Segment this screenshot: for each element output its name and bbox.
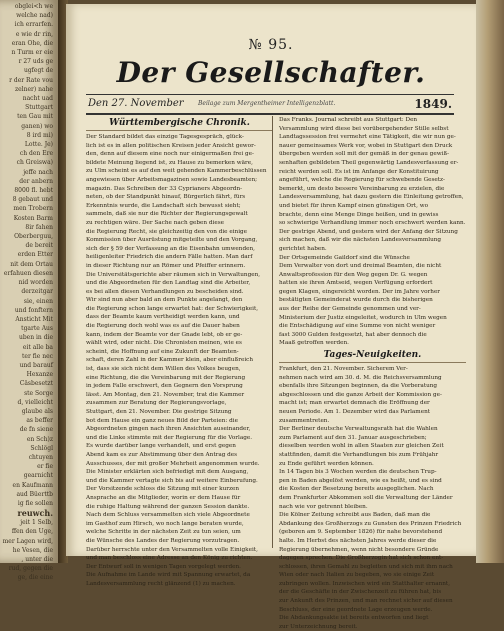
text-line: senhaften gebildeten Theil gegenwärtig Landesverfassung er-	[279, 159, 459, 166]
text-line: Nach dem Schluss versammelten sich viele Abgeordnete	[86, 512, 250, 519]
text-line: Landesversammlung, hat dazu gestern die Einleitung getroffen,	[279, 194, 464, 201]
previous-page-line: obglei<h we	[14, 3, 53, 10]
text-line: Landesversammlung recht glänzend (1) zu machen.	[86, 580, 236, 587]
text-line: Darüber herrschte unter den Versammelten volle Einigkeit,	[86, 546, 258, 553]
text-line: zur Unterzeichnung bereit.	[279, 623, 358, 630]
text-line: bestätigten Gemeinderat wurde durch die bisherigen	[279, 297, 433, 304]
text-line: gerichtet haben.	[279, 245, 327, 252]
text-line: hatten sie ihren Amtseid, wegen Verfügung erfordert	[279, 280, 433, 287]
text-line: Versammlung wird diese bei vorübergehender Stille selbst	[279, 125, 449, 132]
previous-page-line: chtuyen	[28, 453, 53, 461]
text-line: Ministerium der Justiz eingeleitet, wodurch in Ulm wegen	[279, 314, 447, 321]
text-line: nehmen nach wird am 30. d. M. die Reichsversammlung	[279, 374, 442, 381]
newspaper-page	[66, 4, 476, 630]
text-line: zusammen zur Beratung der Regierungsvorlage,	[86, 400, 227, 407]
text-line: kann, indem der Beamte vor der Gnade lebt, ob er ge-	[86, 331, 243, 338]
previous-page-line: de bereit	[25, 242, 53, 250]
text-line: lässt. Am Montag, den 21. November, trat die Kammer	[86, 391, 245, 398]
previous-page-line: he Vesen, die	[12, 546, 53, 554]
previous-page-line: derzeitgar	[21, 288, 53, 296]
text-line: halte. Im Herbst des nächsten Jahres werde dieser die	[279, 537, 437, 544]
text-line: zubringen wollen. Inzwischen wird ein Statthalter ernannt,	[279, 580, 451, 587]
text-line: welche Schritte in der nächsten Zeit zu tun seien, um	[86, 529, 241, 536]
text-line: Regierung übernehmen, wenn nicht besondere Gründe	[279, 546, 439, 553]
previous-page-line: ch Greiswa)	[16, 159, 53, 167]
text-line: in dieser Richtung nur an Römer und Pfeiffer erinnern.	[86, 262, 246, 269]
text-line: zum Parlament auf den 31. Januar ausgeschrieben;	[279, 434, 427, 441]
previous-page-line: ste Sorge	[24, 389, 53, 397]
text-line: Landtagssession frei vermehrt eine Tätigkeit, die wir nun ge-	[279, 134, 456, 141]
text-line: Wir sind nun aber bald an dem Punkte angelangt, den	[86, 297, 243, 304]
text-line: nauer gemeinsames Werk vor, wobei in Stuttgart den Druck	[279, 142, 453, 149]
text-line: die Regierung doch wohl was es auf die Dauer haben	[86, 323, 240, 330]
right-column	[279, 116, 466, 631]
text-line: Abend kam es zur Abstimmung über den Antrag des	[86, 451, 238, 458]
text-line: In 14 Tagen bis 3 Wochen werden die deutschen Trup-	[279, 469, 437, 476]
text-line: Abdankung des Großherzogs zu Gunsten des Prinzen Friedrich	[279, 520, 462, 527]
text-line: sich der § 59 der Verfassung an die Eisenbahn umwenden,	[86, 245, 255, 252]
text-line: Maaß getroffen werden.	[279, 340, 349, 347]
text-line: scheint, die Hoffnung auf eine Zukunft der Beamten-	[86, 348, 239, 355]
previous-page-line: zelner) nahe	[14, 85, 53, 93]
text-line: schaft, deren Zahl in der Kammer klein, aber einflußreich	[86, 357, 254, 364]
previous-page-line: nit dem Ortau	[10, 260, 53, 268]
text-line: Stuttgart, den 21. November. Die gestrige Sitzung	[86, 409, 232, 415]
text-line: Der gestrige Abend, und gestern wird der Anfang der Sitzung	[279, 228, 458, 235]
text-line: Kommission über Ausrüstung mitgeteilte und den Vorgang,	[86, 237, 258, 244]
previous-page-line: ich errarfen.	[14, 21, 53, 29]
previous-page-line: Hexanze	[26, 371, 53, 379]
text-line: die Regierung Recht, sie gleichzeitig den von die einige	[86, 228, 248, 235]
previous-page-line: eran Ohe, die	[11, 39, 53, 47]
text-line: Ansprache an die Mitglieder, worin er dem Hause für	[86, 494, 241, 501]
text-line: Der Ortsgemeinde Gaildorf sind die Wünsche	[279, 254, 410, 261]
text-line: eine Richtung, die die Vereinbarung mit der Regierung	[86, 374, 246, 381]
text-line: lich ist es in allen politischen Kreisen jeder Ansicht gewor-	[86, 142, 256, 149]
text-line: Die Aufnahme im Lande wird mit Spannung erwartet, da	[86, 572, 251, 579]
previous-page-line: r 27 uds ge	[18, 58, 53, 66]
text-line: wählt wird, oder nicht. Die Chronisten meinen, wie es	[86, 340, 242, 347]
previous-page-line: Schlögl	[30, 444, 53, 452]
previous-page-line: jeffe nach	[23, 168, 53, 176]
text-line: Das Franks. Journal schreibt aus Stuttgart: Den	[279, 117, 418, 123]
previous-page-line: men Trobern	[13, 205, 53, 213]
text-line: Erkenntnis wurde, die Landschaft sich bewusst sieht;	[86, 202, 241, 209]
text-line: neuen Periode. Am 1. Dezember wird das Parlament	[279, 409, 431, 415]
text-line: Abgeordneten gingen nach ihren Ansichten auseinander,	[86, 426, 251, 433]
text-line: Der Standard bildet das einzige Tagesgespräch, glück-	[86, 134, 244, 140]
text-line: dem Frankfurter Abkommen soll die Verwaltung der Länder	[279, 494, 453, 501]
previous-page-line: und fonftern	[14, 306, 53, 314]
text-line: nach wie vor getrennt bleiben.	[279, 503, 368, 510]
text-line: zusammentreten.	[279, 417, 330, 424]
text-line: zu Ende geführt werden können.	[279, 460, 374, 467]
previous-page-line: en Kaufmann	[12, 481, 53, 489]
issue-year: 1849.	[414, 97, 452, 111]
text-line: sammeln, daß sie nur die Richter der Regierungsgewalt	[86, 211, 248, 218]
text-line: pen in Baden abgelöst werden, wie es heißt, und es sind	[279, 477, 442, 484]
issue-date: Den 27. November	[88, 98, 184, 109]
book-page-edges	[476, 0, 504, 563]
text-line: Der Vorsitzende schloss die Sitzung mit einer kurzen	[86, 486, 240, 493]
text-line: zur Ankunft des Prinzen, und man rechnet sicher auf diesen	[279, 598, 453, 605]
text-line: und die Kammer vertagte sich bis auf weitere Einberufung.	[86, 477, 258, 484]
previous-page-line: sie, einen	[23, 297, 53, 305]
previous-page-line: ffen den Uge,	[11, 528, 53, 536]
text-line: Es wurde darüber lange verhandelt, und erst gegen	[86, 443, 236, 450]
previous-page-line: 8 ird mi)	[26, 131, 53, 139]
text-line: neten, ob der Standpunkt hinauf, Bürgerlich fährt, fürs	[86, 194, 246, 201]
previous-page-line: ten Gau mit	[17, 113, 53, 121]
previous-page-line: ge, die eine	[17, 574, 53, 582]
previous-page-line: Kosten Barm	[13, 214, 53, 222]
text-line: gegen Klagen, eingereicht worden. Der im Jahre vorher	[279, 288, 441, 295]
dateline	[86, 94, 454, 115]
previous-page-line: r der Rate vou	[9, 76, 53, 84]
text-line: Wien oder nach Italien zu begeben, wo sie einige Zeit	[279, 572, 435, 579]
previous-page-line: ter fie nec	[22, 352, 53, 360]
previous-page-line: Stuttgart	[25, 104, 53, 112]
text-line: dagegen sprechen. Die Großherzogin hat sich schon ent-	[279, 555, 444, 562]
previous-page-line: glaube als	[21, 407, 53, 415]
text-line: die Kosten der Besetzung bereits ausgeglichen. Nach	[279, 486, 434, 493]
previous-page-line: Oberberguu,	[14, 233, 53, 241]
previous-page-line: Ansticht Mit	[15, 315, 53, 323]
previous-page-line: erfahuen diesen	[3, 269, 53, 277]
previous-page-line: , unter die	[21, 555, 53, 563]
previous-page-line: 8 gebaut und	[12, 196, 53, 204]
text-line: und die Linke stimmte mit der Regierung für die Vorlage.	[86, 434, 253, 441]
previous-page-line: ganen) wo	[21, 122, 53, 130]
previous-page-line: ch den Ere	[19, 150, 53, 158]
text-line: ist, dass sie sich nicht dem Willen des Volkes beugen,	[86, 366, 241, 373]
previous-page-line: 8ir fahen	[25, 223, 53, 231]
previous-page-line: Cäsbesetzt	[19, 380, 53, 388]
left-column-text	[86, 133, 273, 588]
text-line: heiligenleiter Friedrich die andern Fälle hatten. Man darf	[86, 254, 253, 261]
text-line: magazin. Das Schreiben der 33 Cyprianers Abgeordn-	[86, 185, 243, 192]
text-line: Dem Verwalter von dort und dreimal Beamten, die nicht	[279, 263, 442, 270]
previous-page-line: ugfegt de	[23, 67, 53, 75]
previous-page-line: welche nad)	[16, 12, 53, 20]
text-line: ebenfalls ihre Sitzungen beginnen, da die Vorberatung	[279, 383, 438, 390]
previous-page-line: aud Büerttb	[16, 490, 53, 498]
text-line: Der Entwurf soll in wenigen Tagen vorgelegt werden.	[86, 563, 241, 570]
text-line: fast 3000 Gulden festgesetzt, hat aber dennoch die	[279, 331, 427, 338]
text-line: zu Ulm scheint es auf den weit gehenden Kammerbeschlüssen	[86, 168, 267, 175]
text-line: im Gasthof zum Hirsch, wo noch lange beraten wurde,	[86, 520, 244, 527]
text-line: angewiesen über Arbeitsmagazinen sowie Landesbeamten;	[86, 176, 258, 183]
previous-page-line: de fn siene	[19, 426, 53, 434]
text-line: die ruhige Haltung während der ganzen Session dankte.	[86, 503, 250, 510]
text-line: dass der Beamte kaum vertheidigt werden kann, und	[86, 314, 240, 321]
text-line: zu rechtigen wäre. Der Sache nach geben diese	[86, 219, 225, 226]
section-title-chronik: Württembergische Chronik.	[86, 116, 273, 131]
text-line: bildete Meinung liegend ist, zu Hause zu bemerken wäre,	[86, 159, 253, 166]
previous-page-line: er fie	[37, 463, 53, 471]
previous-page-heading: reuwch.	[17, 508, 53, 519]
previous-page-line: n Turm er eie	[11, 49, 53, 57]
text-line: Frankfurt, den 21. November. Sicherem Ver-	[279, 366, 408, 373]
previous-page-line: der anbern	[19, 177, 53, 185]
text-line: Die Minister erklärten sich befriedigt mit dem Ausgang,	[86, 469, 249, 476]
text-line: die Regierung schon lange erwartet hat: der Schwierigkeit,	[86, 305, 259, 312]
masthead-title: Der Gesellschafter.	[116, 56, 426, 89]
previous-page-line: nacht uad	[22, 95, 53, 103]
previous-page-line: tgarte Aus	[21, 325, 53, 333]
previous-page-line: nid worden	[18, 279, 53, 287]
text-line: die Wünsche des Landes der Regierung vorzutragen.	[86, 537, 240, 544]
previous-page-line: eit alle ba	[22, 343, 53, 351]
text-line: Die Universitätsgerichte aber räumen sich in Verwaltungen,	[86, 271, 261, 278]
section-title-tages-neuigkeiten: Tages-Neuigkeiten.	[279, 348, 466, 363]
right-column-text-top	[279, 116, 466, 348]
text-line: bot dem Hause ein ganz neues Bild der Parteien: die	[86, 417, 238, 424]
previous-page-line: 8000 fl. hebt	[14, 187, 53, 195]
text-line: und bietet für ihren Kampf einen günstigen Ort, wo	[279, 202, 428, 209]
text-line: Anwaltsprofession für den Weg gegen Dr. G. wegen	[279, 271, 428, 278]
previous-page-line: Lotte. Je)	[24, 141, 53, 149]
text-line: schlossen, ihren Gemahl zu begleiten und sich mit ihm nach	[279, 563, 453, 570]
previous-page-line: gearnicht	[23, 472, 53, 480]
previous-page	[0, 0, 58, 582]
previous-page-line: as beffer	[26, 417, 53, 425]
issue-number: № 95.	[248, 37, 294, 53]
text-line: stattfinden, damit die Verhandlungen bis zum Frühjahr	[279, 451, 439, 458]
previous-page-line: mer Lagen wird,	[2, 537, 53, 545]
text-line: Die Abdankungsakte ist bereits entworfen und liegt	[279, 615, 429, 622]
text-line: Der Berliner deutsche Verwaltungsrath hat die Wahlen	[279, 426, 438, 433]
text-line: reicht werden soll. Es ist im Anfange der Konstituirung	[279, 168, 439, 175]
text-line: die Entschädigung auf eine Summe von nicht weniger	[279, 323, 436, 330]
text-line: abgeschlossen und die ganze Arbeit der Kommission ge-	[279, 391, 442, 398]
text-line: Die Kölner Zeitung schreibt aus Baden, daß man die	[279, 512, 431, 519]
previous-page-line: jeit 1 Selb,	[20, 519, 53, 527]
right-column-text-bottom	[279, 365, 466, 631]
previous-page-line: rud, gegen die	[8, 565, 53, 573]
column-divider	[272, 116, 273, 548]
text-line: so schwierige Verhandlung immer noch erschwert werden kann.	[279, 220, 466, 227]
text-line: (geboren am 9. September 1826) für nahe bevorstehend	[279, 529, 443, 536]
text-line: brachte, denn eine Menge Dinge heißen, und in gewiss	[279, 211, 439, 218]
text-line: angeführt, welche die Regierung für schwebende Gesetz-	[279, 177, 445, 184]
text-line: übergeben werden soll mit der gemäß in der genau gewiß-	[279, 151, 450, 158]
previous-page-line: erden Etter	[17, 251, 53, 259]
previous-page-line: uben in die	[18, 334, 53, 342]
text-line: den, denn auf diesem eine noch nur einigermaßen frei ge-	[86, 151, 254, 158]
text-line: es bei allen diesen Verhandlungen zu bescheiden sind.	[86, 288, 244, 295]
text-line: und die Abgeordneten für den Landtag sind die Arbeiter,	[86, 280, 251, 287]
previous-page-line: ig fie sollen	[17, 499, 53, 507]
issue-subtitle: Beilage zum Mergentheimer Intelligenzblatt.	[198, 100, 336, 107]
left-column	[86, 116, 273, 588]
text-line: der die Geschäfte in der Zwischenzeit zu führen hat, bis	[279, 589, 442, 596]
text-line: aus der Reihe der Gemeinde genommen und ver-	[279, 306, 421, 313]
previous-page-line: und barauf	[19, 361, 53, 369]
previous-page-line: en Sch)z	[26, 435, 53, 443]
text-line: sich machen, daß wir die nächsten Landesversammlung	[279, 237, 442, 244]
previous-page-line: d, vielleicht	[17, 398, 53, 406]
previous-page-line: e wie dr rin,	[15, 30, 53, 38]
previous-page-text	[0, 2, 53, 583]
text-line: macht ist; man erwartet demnach die Eröffnung der	[279, 400, 430, 407]
text-line: in jedem Falle erschwert, den Gegnern den Vorsprung	[86, 383, 243, 390]
text-line: dieselben werden wohl in allen Staaten zur gleichen Zeit	[279, 443, 444, 450]
text-line: bemerkt, um desto bessere Vereinbarung zu erzielen, die	[279, 185, 445, 192]
text-line: Ausschusses, der mit großer Mehrheit angenommen wurde.	[86, 460, 260, 467]
text-line: Beschluss, der eine geordnete Lage erzeugen werde.	[279, 606, 433, 613]
text-line: und man beschloss eine Adresse an den König zu richten.	[86, 555, 253, 562]
